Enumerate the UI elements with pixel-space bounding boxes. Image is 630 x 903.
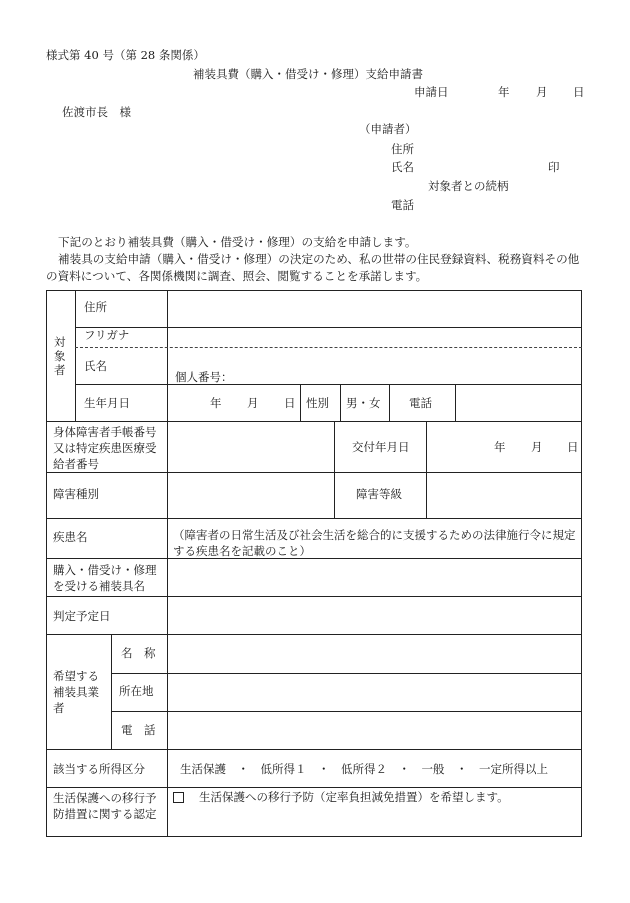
subject-address-label: 住所 (84, 300, 107, 314)
furigana-dashed-line (75, 347, 582, 348)
date-day: 日 (573, 85, 585, 99)
applicant-name-label: 氏名 (391, 160, 414, 174)
addressee: 佐渡市長 様 (62, 105, 131, 119)
applicant-address-label: 住所 (391, 142, 414, 156)
issue-date-divider (426, 421, 427, 518)
subject-column-divider (75, 290, 76, 421)
device-label: 購入・借受け・修理を受ける補装具名 (53, 563, 157, 593)
subject-label-2: 象 (54, 349, 66, 363)
birth-day: 日 (284, 396, 296, 410)
disease-label: 疾患名 (53, 530, 88, 544)
row-divider-address (75, 327, 582, 328)
issue-date-label: 交付年月日 (352, 440, 410, 454)
welfare-label: 生活保護への移行予防措置に関する認定 (53, 791, 157, 821)
personal-number-label: 個人番号： (175, 370, 233, 384)
applicant-heading: （申請者） (359, 122, 417, 136)
intro-line2: 補装具の支給申請（購入・借受け・修理）の決定のため、私の世帯の住民登録資料、税務資料その他の資料について、各関係機関に調査、照会、閲覧することを承諾します。 (46, 252, 580, 283)
disease-note: （障害者の日常生活及び社会生活を総合的に支援するための法律施行令に規定する疾患名を記載のこと） (173, 528, 576, 558)
date-label: 申請日 (414, 85, 449, 99)
date-year: 年 (498, 85, 510, 99)
birthdate-label: 生年月日 (84, 396, 130, 410)
table-border-left (46, 290, 47, 837)
vendor-phone-label: 電 話 (121, 723, 156, 737)
sex-phone-divider (389, 384, 390, 421)
judgement-label: 判定予定日 (53, 609, 111, 623)
row-divider-birthdate (46, 421, 582, 422)
vendor-name-label: 名 称 (121, 646, 156, 660)
issue-month: 月 (531, 440, 543, 454)
furigana-label: フリガナ (84, 328, 130, 342)
welfare-checkbox[interactable] (173, 792, 184, 805)
birth-month: 月 (247, 396, 259, 410)
vendor-location-label: 所在地 (119, 684, 154, 698)
issue-day: 日 (567, 440, 579, 454)
table-border-bottom (46, 836, 582, 837)
sex-options-divider (340, 384, 341, 421)
form-number: 様式第 40 号（第 28 条関係） (46, 48, 205, 62)
row-divider-judgement (46, 634, 582, 635)
row-divider-device (46, 596, 582, 597)
row-divider-vendor-name (111, 673, 582, 674)
form-title: 補装具費（購入・借受け・修理）支給申請書 (193, 67, 423, 81)
certificate-mid-divider (334, 421, 335, 518)
disability-grade-label: 障害等級 (356, 487, 402, 501)
label-column-divider (167, 290, 168, 837)
row-divider-disability (46, 518, 582, 519)
phone-value-divider (455, 384, 456, 421)
disability-type-label: 障害種別 (53, 487, 99, 501)
subject-label-3: 者 (54, 363, 66, 377)
row-divider-vendor-phone (46, 749, 582, 750)
seal-mark: 印 (548, 160, 560, 174)
date-month: 月 (536, 85, 548, 99)
subject-label-1: 対 (54, 335, 66, 349)
birth-sex-divider (300, 384, 301, 421)
row-divider-vendor-location (111, 711, 582, 712)
relation-label: 対象者との続柄 (428, 179, 509, 193)
sex-options[interactable]: 男・女 (346, 396, 381, 410)
sex-label: 性別 (306, 396, 329, 410)
table-border-top (46, 290, 582, 291)
welfare-option-text: 生活保護への移行予防（定率負担減免措置）を希望します。 (199, 790, 509, 804)
birth-year: 年 (210, 396, 222, 410)
income-label: 該当する所得区分 (53, 762, 145, 776)
subject-name-label: 氏名 (84, 359, 107, 373)
certificate-label: 身体障害者手帳番号又は特定疾患医療受給者番号 (53, 425, 157, 471)
subject-phone-label: 電話 (409, 396, 432, 410)
vendor-label: 希望する補装具業者 (53, 669, 99, 715)
row-divider-certificate (46, 472, 582, 473)
table-border-right (581, 290, 582, 837)
row-divider-income (46, 787, 582, 788)
issue-year: 年 (494, 440, 506, 454)
income-options[interactable]: 生活保護 ・ 低所得１ ・ 低所得２ ・ 一般 ・ 一定所得以上 (180, 762, 548, 776)
row-divider-name (75, 384, 582, 385)
vendor-column-divider (111, 634, 112, 749)
intro-line1: 下記のとおり補装具費（購入・借受け・修理）の支給を申請します。 (58, 235, 417, 249)
applicant-phone-label: 電話 (391, 198, 414, 212)
